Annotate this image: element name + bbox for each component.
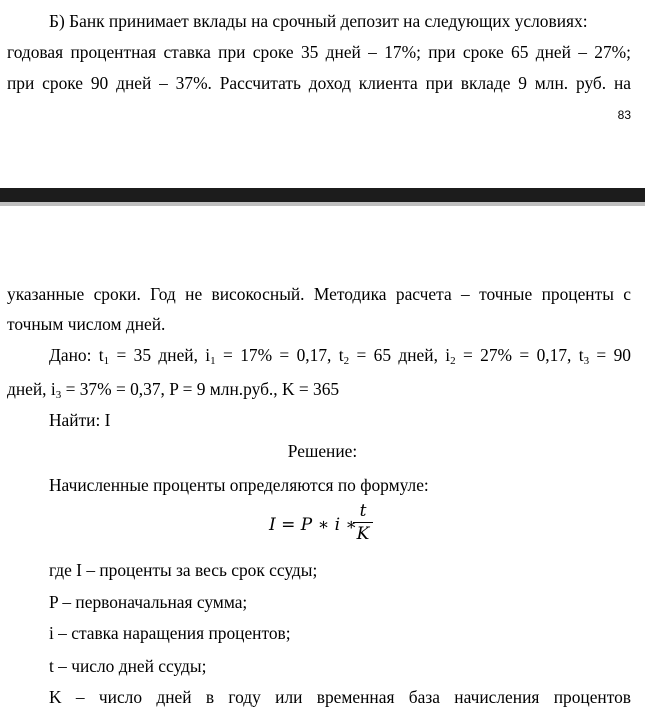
formula-numerator: t	[359, 501, 367, 521]
definition-line-4: t – число дней ссуды;	[49, 656, 207, 676]
definition-line-3: i – ставка наращения процентов;	[49, 623, 291, 643]
solution-heading: Решение:	[287, 441, 358, 461]
given-line-2: дней, $i_3 = 37\% = 0,37$, P = 9 млн.руб., K = 365	[7, 379, 340, 401]
page-number: 83	[617, 108, 631, 122]
definition-line-5: K – число дней в году или временная база начисления процентов	[49, 687, 631, 707]
page-separator-shadow	[0, 202, 645, 206]
task-line-2: годовая процентная ставка при сроке 35 дней – 17%; при сроке 65 дней – 27%;	[7, 42, 631, 62]
formula-lhs: I = P ∗ i ∗	[269, 515, 357, 535]
task-line-1: Б) Банк принимает вклады на срочный депозит на следующих условиях:	[49, 11, 588, 31]
definition-line-2: P – первоначальная сумма;	[49, 592, 248, 612]
formula-fraction	[353, 500, 373, 545]
task-line-3: при сроке 90 дней – 37%. Рассчитать доход клиента при вкладе 9 млн. руб. на	[7, 73, 631, 93]
page-separator	[0, 188, 645, 202]
given-line-1: Дано: $t_1 = 35$ дней, $i_1 = 17\% = 0,17$, $t_2 = 65$ дней, $i_2 = 27\% = 0,17$, $t_3 = 90$	[49, 345, 631, 367]
formula-intro: Начисленные проценты определяются по формуле:	[49, 475, 429, 495]
find-line: Найти: I	[49, 410, 111, 430]
task-line-5: точным числом дней.	[7, 314, 166, 334]
formula-denominator: K	[356, 524, 370, 544]
definition-line-1: где I – проценты за весь срок ссуды;	[49, 560, 318, 580]
task-line-4: указанные сроки. Год не високосный. Методика расчета – точные проценты с	[7, 284, 631, 304]
